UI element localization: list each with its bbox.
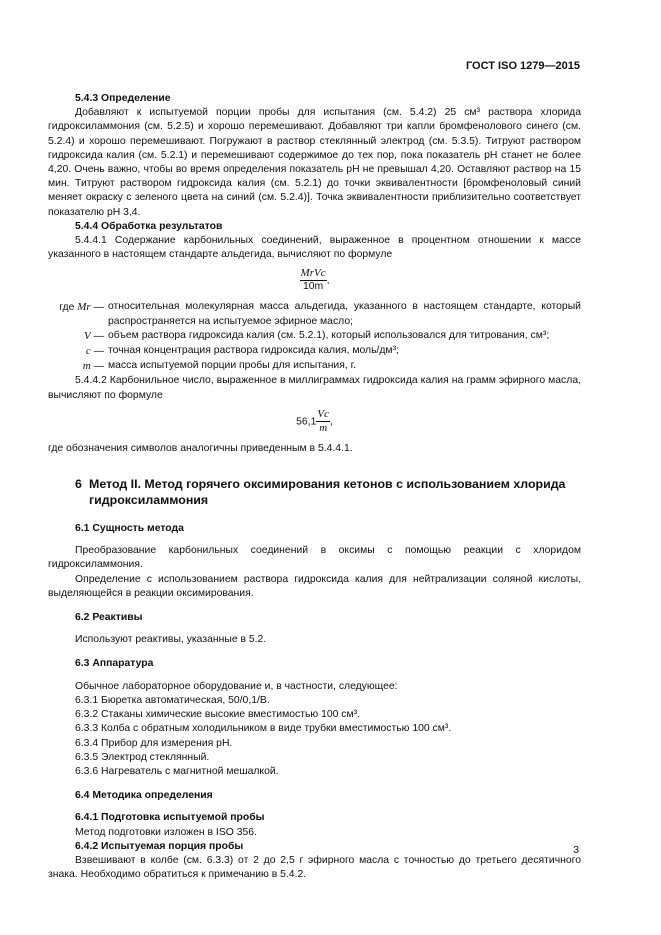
where-lead: где bbox=[59, 302, 75, 314]
symbol-dash: — bbox=[93, 346, 104, 358]
paragraph-6-3-intro: Обычное лабораторное оборудование и, в частности, следующее: bbox=[75, 680, 398, 692]
paragraph-6-2: Используют реактивы, указанные в 5.2. bbox=[75, 634, 267, 646]
symbol-key bbox=[48, 359, 108, 374]
formula-1-denominator: 10m bbox=[302, 281, 324, 293]
formula-2-fraction bbox=[316, 408, 330, 435]
heading-6-1: 6.1 Сущность метода bbox=[75, 523, 184, 535]
symbol-dash: — bbox=[93, 330, 104, 342]
apparatus-item: 6.3.6 Нагреватель с магнитной мешалкой. bbox=[75, 765, 279, 777]
paragraph-6-4-2: Взвешивают в колбе (см. 6.3.3) от 2 до 2,5 г эфирного масла с точностью до третьего десятичного знака. Необходимо обратиться к примечанию в 5.4.2. bbox=[48, 854, 581, 881]
page-number: 3 bbox=[573, 845, 579, 856]
apparatus-item: 6.3.4 Прибор для измерения pH. bbox=[75, 737, 233, 749]
paragraph-5-4-4-1: 5.4.4.1 Содержание карбонильных соединений, выраженное в процентном отношении к массе указанного в настоящем стандарте альдегида, вычисляют по формуле bbox=[48, 235, 581, 261]
apparatus-item: 6.3.2 Стаканы химические высокие вместимостью 100 см³. bbox=[75, 709, 360, 721]
section-6-title: Метод II. Метод горячего оксимирования кетонов с использованием хлорида гидроксиламмония bbox=[89, 477, 566, 508]
symbol-description: масса испытуемой порции пробы для испытания, г. bbox=[108, 360, 357, 372]
formula-1-suffix: , bbox=[326, 275, 330, 287]
symbol-name: m bbox=[82, 360, 91, 373]
symbol-name: V bbox=[83, 329, 91, 342]
symbol-definition-row bbox=[48, 359, 581, 374]
symbol-dash: — bbox=[93, 361, 104, 373]
document-header-standard: ГОСТ ISO 1279—2015 bbox=[465, 60, 580, 72]
heading-6-4: 6.4 Методика определения bbox=[75, 790, 213, 802]
symbol-description: объем раствора гидроксида калия (см. 5.2.1), который использовался для титрования, см³; bbox=[108, 329, 550, 341]
formula-2-coefficient: 56,1 bbox=[296, 416, 317, 428]
formula-carbonyl-number bbox=[48, 408, 581, 435]
heading-6-2: 6.2 Реактивы bbox=[75, 612, 143, 624]
heading-6-4-2: 6.4.2 Испытуемая порция пробы bbox=[75, 840, 244, 852]
symbol-definitions bbox=[48, 300, 581, 374]
page-body bbox=[48, 92, 581, 882]
paragraph-6-1-a: Преобразование карбонильных соединений в оксимы с помощью реакции с хлоридом гидроксиламмония. bbox=[48, 545, 581, 571]
paragraph-symbols-note: где обозначения символов аналогичны приведенным в 5.4.4.1. bbox=[48, 442, 353, 454]
symbol-description: точная концентрация раствора гидроксида калия, моль/дм³; bbox=[108, 345, 399, 357]
paragraph-6-4-1: Метод подготовки изложен в ISO 356. bbox=[75, 826, 257, 838]
paragraph-5-4-3: Добавляют к испытуемой порции пробы для испытания (см. 5.4.2) 25 см³ раствора хлорида гидроксиламмония (см. 5.2.5) и хорошо перемешивают. Добавляют три капли бромфенолового синего (см. 5.2.4) и хорошо перемешивают. Погружают в раствор стеклянный электрод (см. 5.3.5). Титруют раствором гидроксида калия (см. 5.2.1) и перемешивают содержимое до тех пор, пока показатель pH станет не более 4,20. Очень важно, чтобы во время определения показатель pH не превышал 4,20. Оставляют раствор на 15 мин. Титруют раствором гидроксида калия (см. 5.2.1) до точки эквивалентности [бромфеноловый синий меняет окраску с зеленого цвета на синий (см. 5.2.4)]. Точка эквивалентности приблизительно соответствует показателю pH 3,4. bbox=[48, 107, 581, 218]
section-6-number: 6 bbox=[75, 477, 82, 492]
heading-5-4-4: 5.4.4 Обработка результатов bbox=[75, 220, 223, 232]
symbol-name: Mr bbox=[77, 301, 91, 314]
heading-5-4-3: 5.4.3 Определение bbox=[75, 93, 171, 104]
symbol-name: c bbox=[85, 345, 91, 358]
symbol-key bbox=[48, 300, 108, 328]
formula-1-fraction bbox=[300, 267, 327, 293]
paragraph-6-1-b: Определение с использованием раствора гидроксида калия для нейтрализации соляной кислоты, выделяющейся в реакции оксимирования. bbox=[48, 573, 581, 599]
formula-2-denominator bbox=[316, 422, 330, 435]
apparatus-item: 6.3.3 Колба с обратным холодильником в виде трубки вместимостью 100 см³. bbox=[75, 723, 452, 735]
symbol-definition-row bbox=[48, 300, 581, 328]
apparatus-item: 6.3.5 Электрод стеклянный. bbox=[75, 751, 210, 763]
symbol-dash: — bbox=[93, 302, 104, 314]
formula-2-numerator-text: Vc bbox=[317, 407, 329, 420]
symbol-definition-row bbox=[48, 344, 581, 359]
formula-carbonyl-content bbox=[48, 267, 581, 293]
heading-6-3: 6.3 Аппаратура bbox=[75, 658, 154, 670]
symbol-key bbox=[48, 344, 108, 359]
formula-1-numerator-text: MrVc bbox=[300, 267, 326, 280]
heading-6-4-1: 6.4.1 Подготовка испытуемой пробы bbox=[75, 812, 265, 824]
section-6-heading bbox=[48, 476, 581, 508]
paragraph-5-4-4-2: 5.4.4.2 Карбонильное число, выраженное в миллиграммах гидроксида калия на грамм эфирного масла, вычисляют по формуле bbox=[48, 375, 581, 401]
formula-2-denominator-text: m bbox=[319, 421, 328, 434]
formula-2-suffix: , bbox=[329, 416, 333, 428]
symbol-description: относительная молекулярная масса альдегида, указанного в настоящем стандарте, который распространяется на испытуемое эфирное масло; bbox=[108, 301, 581, 327]
symbol-definition-row bbox=[48, 329, 581, 344]
formula-2-numerator bbox=[316, 408, 330, 422]
apparatus-item: 6.3.1 Бюретка автоматическая, 50/0,1/В. bbox=[75, 694, 270, 706]
symbol-key bbox=[48, 329, 108, 344]
formula-1-numerator bbox=[300, 267, 327, 281]
